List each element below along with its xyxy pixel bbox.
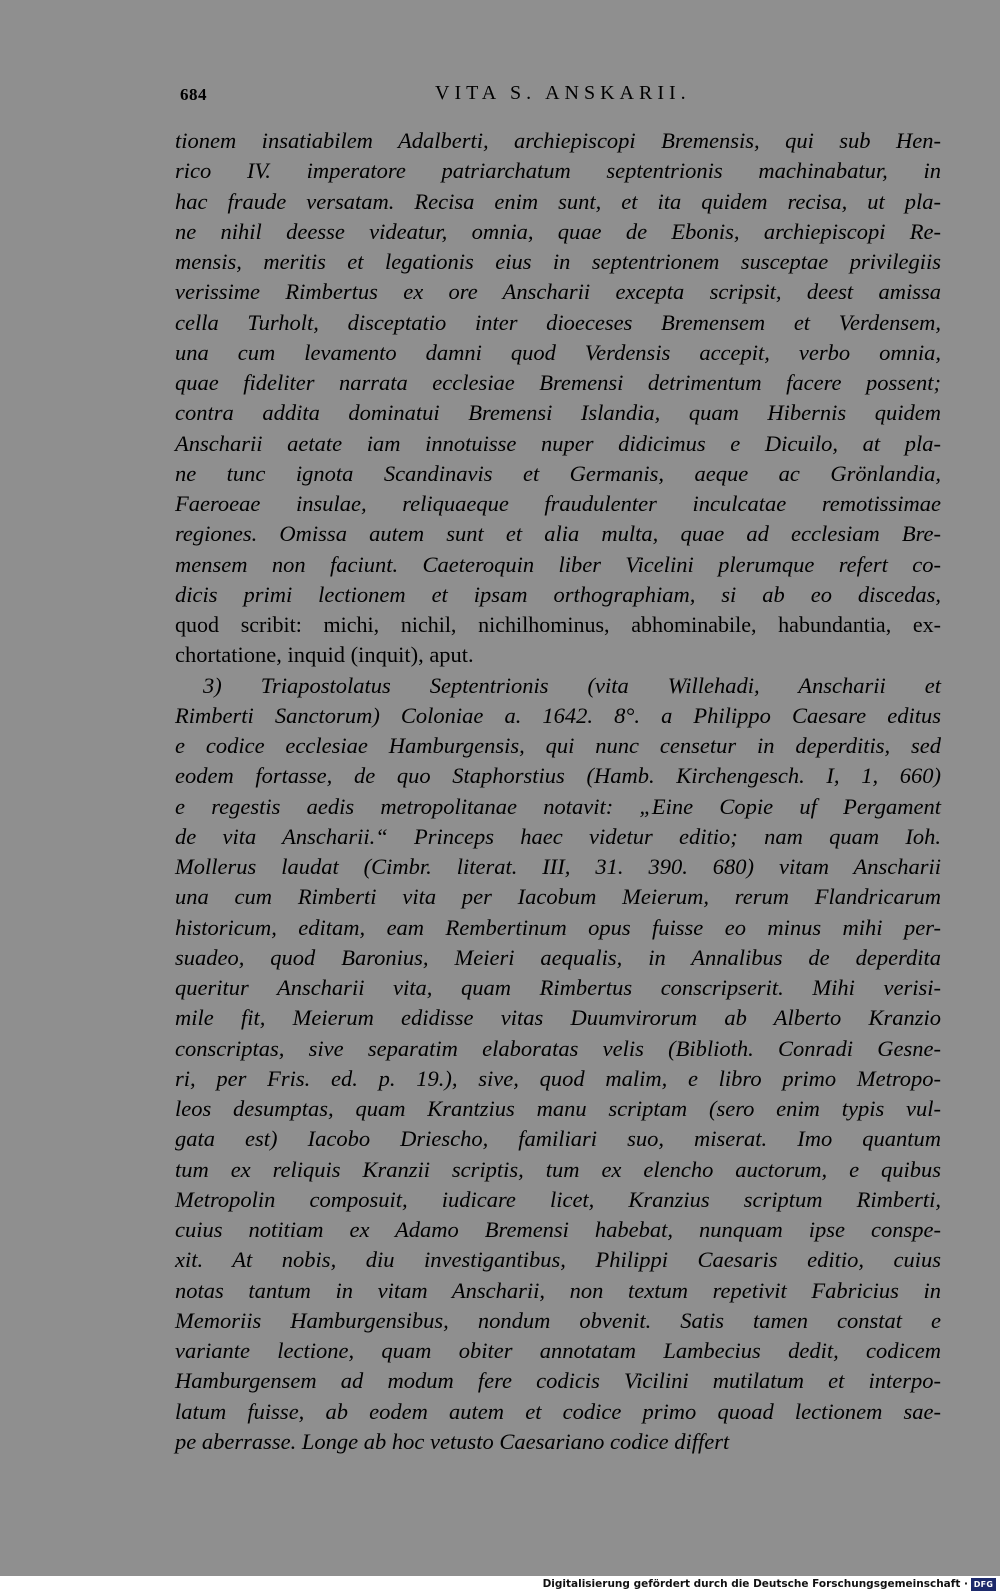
text-line: conscriptas, sive separatim elaboratas velis (Biblioth. Conradi Gesne-	[175, 1035, 941, 1061]
text-line: de vita Anscharii.“ Princeps haec videtur editio; nam quam Ioh.	[175, 823, 941, 849]
text-line: Anscharii aetate iam innotuisse nuper didicimus e Dicuilo, at pla-	[175, 430, 941, 456]
text-line: Faeroeae insulae, reliquaeque fraudulenter inculcatae remotissimae	[175, 491, 941, 516]
text-line: tum ex reliquis Kranzii scriptis, tum ex elencho auctorum, e quibus	[175, 1156, 941, 1182]
text-line: una cum levamento damni quod Verdensis accepit, verbo omnia,	[175, 339, 941, 365]
text-line: ne nihil deesse videatur, omnia, quae de Ebonis, archiepiscopi Re-	[175, 218, 941, 244]
text-line: variante lectione, quam obiter annotatam Lambecius dedit, codicem	[175, 1338, 941, 1363]
text-line: queritur Anscharii vita, quam Rimbertus conscripserit. Mihi verisi-	[175, 975, 941, 1000]
text-line: Memoriis Hamburgensibus, nondum obvenit. Satis tamen constat e	[175, 1307, 941, 1333]
text-line: rico IV. imperatore patriarchatum septentrionis machinabatur, in	[175, 158, 941, 184]
funding-credit: Digitalisierung gefördert durch die Deutsche Forschungsgemeinschaft ·	[542, 1578, 968, 1590]
page-number: 684	[180, 85, 207, 104]
text-line: dicis primi lectionem et ipsam orthographiam, si ab eo discedas,	[175, 581, 941, 607]
text-line: mensis, meritis et legationis eius in septentrionem susceptae privilegiis	[175, 249, 941, 274]
body-text	[175, 126, 941, 1457]
text-line: quod scribit: michi, nichil, nichilhominus, abhominabile, habundantia, ex-	[175, 612, 941, 637]
text-line: mensem non faciunt. Caeteroquin liber Vicelini plerumque refert co-	[175, 551, 941, 577]
text-line: mile fit, Meierum edidisse vitas Duumvirorum ab Alberto Kranzio	[175, 1005, 941, 1031]
text-line: Mollerus laudat (Cimbr. literat. III, 31. 390. 680) vitam Anscharii	[175, 854, 941, 879]
text-line: latum fuisse, ab eodem autem et codice primo quoad lectionem sae-	[175, 1398, 941, 1424]
text-line: una cum Rimberti vita per Iacobum Meierum, rerum Flandricarum	[175, 884, 941, 910]
text-line: leos desumptas, quam Krantzius manu scriptam (sero enim typis vul-	[175, 1096, 941, 1121]
text-line: cella Turholt, disceptatio inter dioeceses Bremensem et Verdensem,	[175, 309, 941, 335]
text-line: e codice ecclesiae Hamburgensis, qui nunc censetur in deperditis, sed	[175, 733, 941, 758]
text-line: cuius notitiam ex Adamo Bremensi habebat, nunquam ipse conspe-	[175, 1217, 941, 1242]
dfg-logo: DFG	[971, 1578, 996, 1591]
text-line: Rimberti Sanctorum) Coloniae a. 1642. 8°. a Philippo Caesare editus	[175, 702, 941, 728]
text-line: Metropolin composuit, iudicare licet, Kranzius scriptum Rimberti,	[175, 1186, 941, 1212]
running-title: VITA S. ANSKARII.	[435, 82, 691, 104]
text-line: Hamburgensem ad modum fere codicis Vicilini mutilatum et interpo-	[175, 1368, 941, 1394]
text-line: xit. At nobis, diu investigantibus, Philippi Caesaris editio, cuius	[175, 1247, 941, 1273]
text-line: pe aberrasse. Longe ab hoc vetusto Caesariano codice differt	[175, 1428, 730, 1454]
text-line: gata est) Iacobo Driescho, familiari suo, miserat. Imo quantum	[175, 1126, 941, 1152]
text-line: historicum, editam, eam Rembertinum opus fuisse eo minus mihi per-	[175, 914, 941, 940]
text-line: chortatione, inquid (inquit), aput.	[175, 642, 474, 668]
text-line: eodem fortasse, de quo Staphorstius (Hamb. Kirchengesch. I, 1, 660)	[175, 763, 941, 789]
text-line: e regestis aedis metropolitanae notavit: „Eine Copie uf Pergament	[175, 793, 941, 819]
text-line: verissime Rimbertus ex ore Anscharii excepta scripsit, deest amissa	[175, 279, 941, 305]
text-line: hac fraude versatam. Recisa enim sunt, et ita quidem recisa, ut pla-	[175, 188, 941, 214]
text-line: tionem insatiabilem Adalberti, archiepiscopi Bremensis, qui sub Hen-	[175, 128, 941, 153]
text-line: notas tantum in vitam Anscharii, non textum repetivit Fabricius in	[175, 1277, 941, 1303]
text-line: quae fideliter narrata ecclesiae Bremensi detrimentum facere possent;	[175, 370, 941, 395]
text-line: ne tunc ignota Scandinavis et Germanis, aeque ac Grönlandia,	[175, 460, 941, 486]
text-line: contra addita dominatui Bremensi Islandia, quam Hibernis quidem	[175, 400, 941, 426]
text-line: 3) Triapostolatus Septentrionis (vita Willehadi, Anscharii et	[203, 672, 941, 698]
text-line: suadeo, quod Baronius, Meieri aequalis, in Annalibus de deperdita	[175, 944, 941, 970]
text-line: regiones. Omissa autem sunt et alia multa, quae ad ecclesiam Bre-	[175, 521, 941, 547]
text-line: ri, per Fris. ed. p. 19.), sive, quod malim, e libro primo Metropo-	[175, 1065, 941, 1091]
